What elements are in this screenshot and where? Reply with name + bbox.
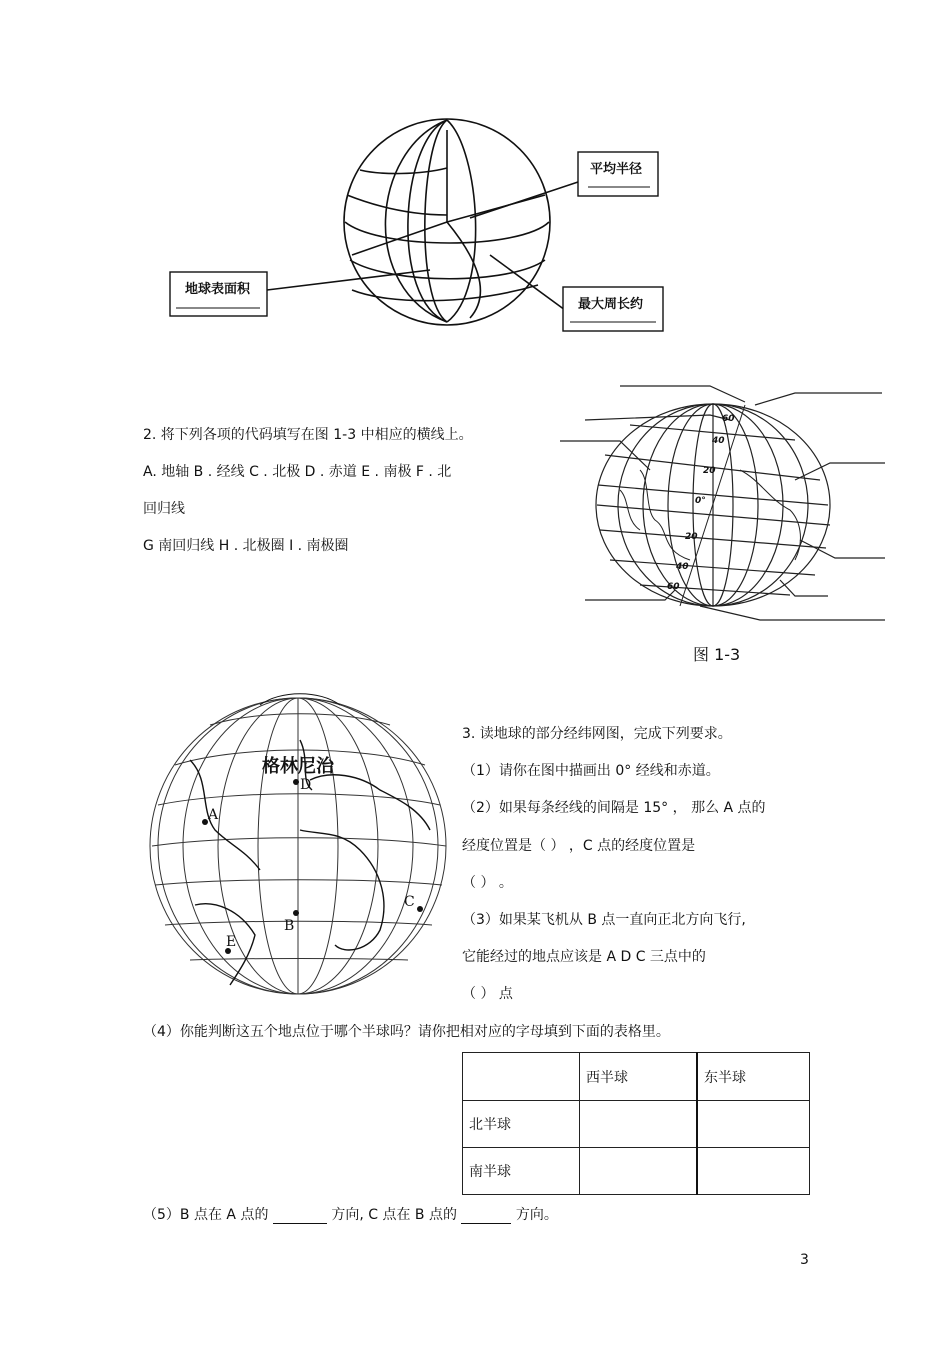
q2-line2: A. 地轴 B . 经线 C . 北极 D . 赤道 E . 南极 F . 北: [143, 464, 452, 480]
q3-line4: 经度位置是（ ） ，C 点的经度位置是: [462, 838, 696, 854]
globe-lat-label-0: 0°: [695, 496, 706, 506]
q3-line1: 3. 读地球的部分经纬网图，完成下列要求。: [462, 726, 732, 742]
globe-lat-label-20s: 20: [685, 532, 698, 542]
q5-line: [143, 1206, 558, 1224]
point-c-label: C: [404, 894, 415, 910]
q5-part-b: 方向, C 点在 B 点的: [331, 1207, 457, 1223]
q3-line3: （2）如果每条经线的间隔是 15° ， 那么 A 点的: [462, 800, 766, 816]
q3-line2: （1）请你在图中描画出 0° 经线和赤道。: [462, 763, 720, 779]
q2-line3: 回归线: [143, 501, 185, 517]
table-corner-cell: [463, 1053, 580, 1101]
q5-blank-2[interactable]: [461, 1209, 511, 1224]
point-a-label: A: [208, 807, 219, 823]
table-row-south: 南半球: [463, 1148, 580, 1195]
hemisphere-table: [462, 1052, 810, 1195]
globe-lat-label-60n: 60: [722, 414, 735, 424]
table-header-east: 东半球: [697, 1053, 810, 1101]
globe-lat-label-20n: 20: [703, 466, 716, 476]
figure-caption: 图 1-3: [693, 645, 741, 664]
table-header-west: 西半球: [580, 1053, 698, 1101]
q5-part-c: 方向。: [515, 1207, 558, 1223]
table-cell-south-east[interactable]: [697, 1148, 810, 1195]
point-b-label: B: [284, 918, 295, 934]
q2-line4: G 南回归线 H . 北极圈 I . 南极圈: [143, 538, 349, 554]
label-surface-area: 地球表面积: [185, 282, 251, 297]
q2-line1: 2. 将下列各项的代码填写在图 1-3 中相应的横线上。: [143, 427, 473, 443]
q3-line7: 它能经过的地点应该是 A D C 三点中的: [462, 949, 706, 965]
label-max-circumference: 最大周长约: [578, 297, 644, 312]
q3-line9: （4）你能判断这五个地点位于哪个半球吗？请你把相对应的字母填到下面的表格里。: [143, 1024, 670, 1040]
page-number: 3: [800, 1252, 809, 1268]
globe-lat-label-60s: 60: [667, 582, 680, 592]
q5-part-a: （5）B 点在 A 点的: [143, 1207, 269, 1223]
globe-lat-label-40n: 40: [712, 436, 725, 446]
point-d-label: D: [300, 777, 312, 793]
q3-line8: （ ） 点: [462, 986, 513, 1002]
q5-blank-1[interactable]: [273, 1209, 327, 1224]
greenwich-label: 格林尼治: [262, 756, 334, 777]
point-e-label: E: [226, 934, 237, 950]
table-cell-north-west[interactable]: [580, 1101, 698, 1148]
globe-lat-label-40s: 40: [676, 562, 689, 572]
table-row-north: 北半球: [463, 1101, 580, 1148]
label-mean-radius: 平均半径: [590, 162, 643, 177]
q3-line5: （ ） 。: [462, 875, 513, 891]
table-cell-north-east[interactable]: [697, 1101, 810, 1148]
table-cell-south-west[interactable]: [580, 1148, 698, 1195]
q3-line6: （3）如果某飞机从 B 点一直向正北方向飞行,: [462, 912, 746, 928]
